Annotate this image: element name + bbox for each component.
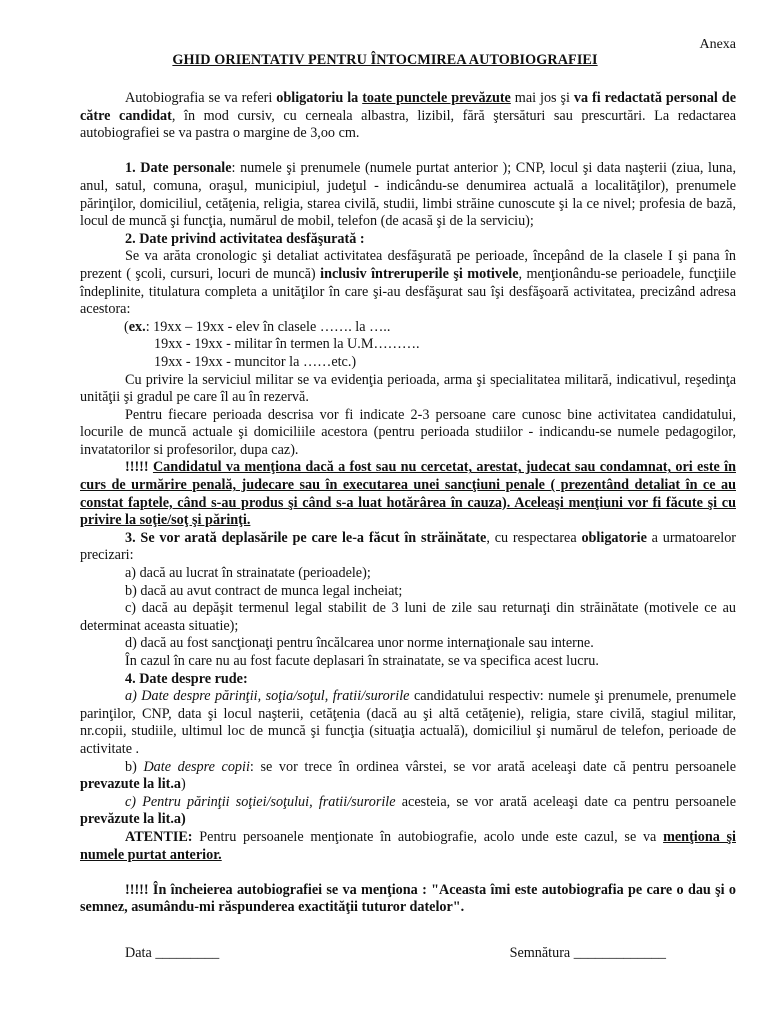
section-3-item-a: a) dacă au lucrat în strainatate (perioadele); bbox=[125, 565, 371, 582]
example-line-2: 19xx - 19xx - militar în termen la U.M………. bbox=[154, 336, 420, 353]
closing-statement: !!!!! În încheierea autobiografiei se va menţiona : "Aceasta îmi este autobiografia pe care o dau şi o semnez, asumându-mi răspunderea exactităţii tuturor datelor". bbox=[80, 881, 736, 916]
section-4-item-b: b) Date despre copii: se vor trece în ordinea vârstei, se vor arată aceleaşi date că pentru persoanele prevazute la lit.a) bbox=[80, 758, 736, 793]
section-3-paragraph: 3. Se vor arată deplasările pe care le-a făcut în străinătate, cu respectarea obligatorie a urmatoarelor precizari: bbox=[80, 529, 737, 564]
document-title: GHID ORIENTATIV PENTRU ÎNTOCMIREA AUTOBIOGRAFIEI bbox=[172, 52, 598, 68]
section-4-item-c: c) Pentru părinţii soţiei/soţului, fratii/surorile acesteia, se vor arată aceleaşi date ca pentru persoanele prevăzute la lit.a) bbox=[80, 793, 736, 828]
section-2-title: 2. Date privind activitatea desfăşurată : bbox=[125, 230, 365, 247]
criminal-record-warning: !!!!! Candidatul va menţiona dacă a fost sau nu cercetat, arestat, judecat sau condamnat, ori este în curs de urmărire penală, judecare sau în executarea unei sancţiuni penale ( prezentând detaliat în ce au constat faptele, când s-au produs şi când s-a luat hotărârea în cauza). Aceleaşi menţiuni vor fi făcute şi cu privire la soţie/soţ şi părinţi. bbox=[80, 459, 736, 529]
intro-paragraph: Autobiografia se va referi obligatoriu la toate punctele prevăzute mai jos şi va fi redactată personal de către candidat, în mod cursiv, cu cerneala albastra, lizibil, fără ştersături sau prescurtări. La redactarea autobiografiei se va pastra o margine de 3,oo cm. bbox=[80, 90, 736, 142]
section-3-item-c: c) dacă au depăşit termenul legal stabilit de 3 luni de zile sau returnaţi din străinătate (motivele ce au determinat aceasta situatie); bbox=[80, 600, 736, 634]
attention-note: ATENTIE: Pentru persoanele menţionate în autobiografie, acolo unde este cazul, se va menţiona şi numele purtat anterior. bbox=[80, 828, 736, 863]
section-3-item-d: d) dacă au fost sancţionaţi pentru încălcarea unor norme internaţionale sau interne. bbox=[125, 635, 594, 652]
section-3-item-b: b) dacă au avut contract de munca legal incheiat; bbox=[125, 582, 403, 599]
references-paragraph: Pentru fiecare perioada descrisa vor fi indicate 2-3 persoane care cunosc bine activitatea candidatului, locurile de muncă actuale şi domiciliile acestora (pentru perioada studiilor - indicandu-se numele pedagogilor, invatatorilor si profesorilor, dupa caz). bbox=[80, 406, 736, 458]
section-4-title: 4. Date despre rude: bbox=[125, 670, 248, 687]
date-field: Data _________ bbox=[125, 944, 220, 961]
annex-label: Anexa bbox=[699, 37, 736, 52]
signature-field: Semnătura _____________ bbox=[509, 944, 666, 961]
document-body bbox=[80, 90, 736, 963]
section-4-item-a: a) Date despre părinţii, soţia/soţul, fratii/surorile candidatului respectiv: numele şi prenumele, prenumele parinţilor, CNP, data şi locul naşterii, cetăţenia (dacă au şi altă cetăţenie), religia, stare civilă, stagiul militar, nr.copii, studiile, ultimul loc de muncă şi funcţia (situaţia actuală), domiciliul şi numărul de telefon, perioade de activitate . bbox=[80, 688, 736, 757]
section-3-note: În cazul în care nu au fost facute deplasari în strainatate, se va specifica acest lucru. bbox=[125, 653, 599, 669]
example-line-1: (ex.: 19xx – 19xx - elev în clasele ……. la ….. bbox=[124, 318, 391, 335]
example-line-3: 19xx - 19xx - muncitor la ……etc.) bbox=[154, 353, 357, 370]
military-paragraph: Cu privire la serviciul militar se va evidenţia perioada, arma şi specialitatea militară, indicativul, reşedinţa unităţii şi gradul pe care îl au în rezervă. bbox=[80, 371, 736, 406]
section-2-paragraph: Se va arăta cronologic şi detaliat activitatea desfăşurată pe perioade, începând de la clasele I şi pana în prezent ( şcoli, cursuri, locuri de muncă) inclusiv întreruperile şi motivele, menţionându-se perioadele, funcţiile îndeplinite, titulatura completa a unităţilor în care şi-au desfăşurat sau îşi desfăşoară activitatea, precizând adresa acestora: bbox=[80, 248, 736, 318]
signature-row bbox=[80, 945, 736, 963]
section-1-personal-data: 1. Date personale: numele şi prenumele (numele purtat anterior ); CNP, locul şi data naşterii (ziua, luna, anul, satul, comuna, oraşul, municipiul, judeţul - indicându-se denumirea actuală a localităţilor), prenumele părinţilor, domiciliul, cetăţenia, religia, starea civilă, studii, limbi străine cunoscute şi la ce nivel; profesia de bază, locul de muncă şi funcţia, numărul de mobil, telefon (de acasă şi de la serviciu); bbox=[80, 160, 736, 230]
